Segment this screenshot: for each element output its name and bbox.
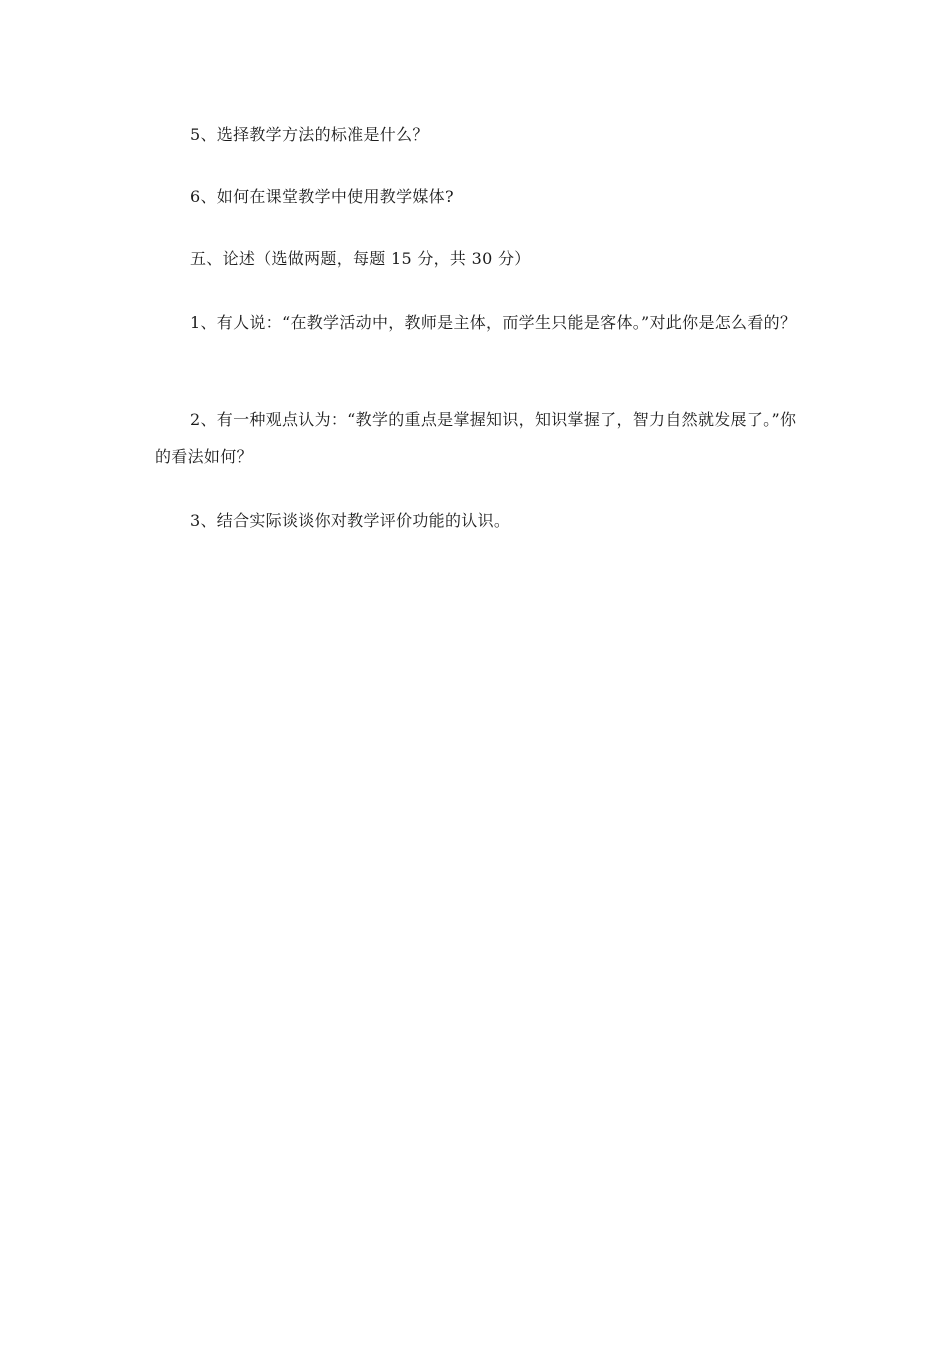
question-6: 6、如何在课堂教学中使用教学媒体? bbox=[190, 187, 454, 206]
essay-question-2: 2、有一种观点认为：“教学的重点是掌握知识，知识掌握了，智力自然就发展了。”你的看法如何？ bbox=[155, 410, 797, 466]
section-heading-essay: 五、论述（选做两题，每题 15 分，共 30 分） bbox=[190, 249, 531, 268]
question-5: 5、选择教学方法的标准是什么？ bbox=[190, 125, 429, 144]
essay-question-1: 1、有人说：“在教学活动中，教师是主体，而学生只能是客体。”对此你是怎么看的？ bbox=[190, 313, 797, 332]
essay-question-3: 3、结合实际谈谈你对教学评价功能的认识。 bbox=[190, 511, 511, 530]
